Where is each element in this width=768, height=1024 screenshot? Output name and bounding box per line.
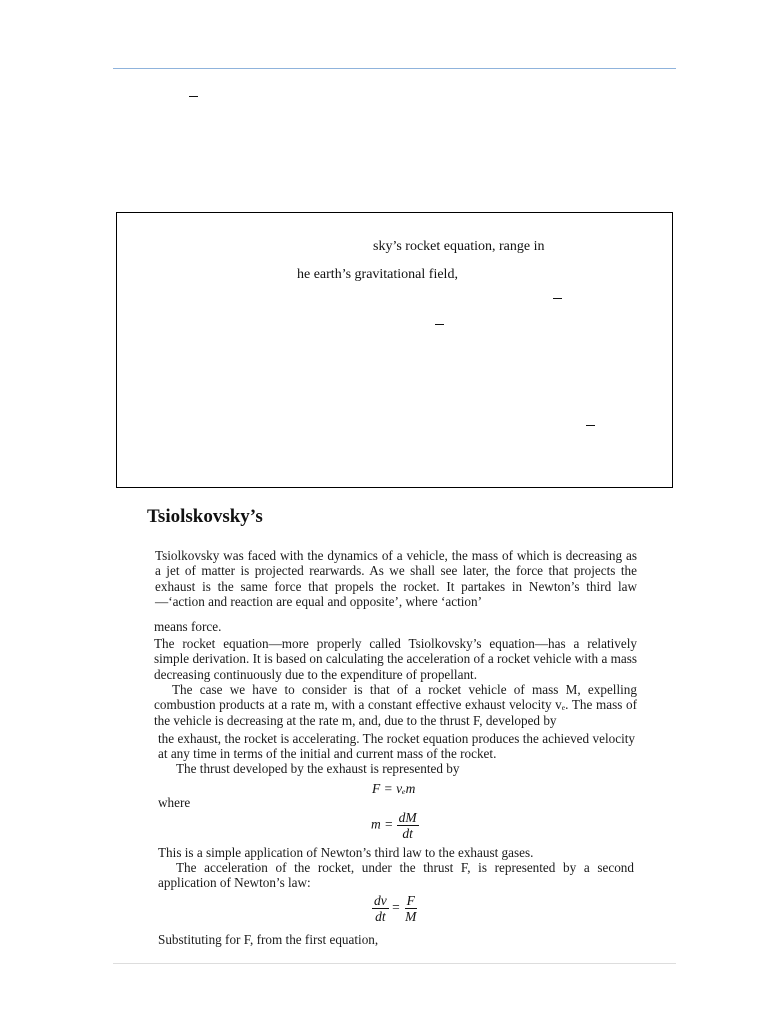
fraction-F-M [403, 893, 418, 924]
paragraph-thrust-intro: The thrust developed by the exhaust is represented by [176, 761, 460, 776]
fraction-numerator: F [406, 893, 415, 908]
header-rule [113, 68, 676, 69]
fraction-numerator: dv [374, 893, 387, 908]
callout-line-2: he earth’s gravitational field, [297, 267, 458, 282]
stray-dash-mark [189, 96, 198, 97]
paragraph-intro-end: means force. [154, 619, 222, 634]
fraction-denominator: dt [402, 826, 413, 841]
paragraph-newton-exhaust: This is a simple application of Newton’s third law to the exhaust gases. [158, 845, 534, 860]
fraction-denominator: dt [375, 909, 386, 924]
equation-acceleration [372, 893, 418, 924]
paragraph-substituting: Substituting for F, from the first equation, [158, 932, 379, 947]
callout-dash-mark [553, 298, 562, 299]
callout-dash-mark [435, 324, 444, 325]
equation-mass-rate-lhs: m = [371, 816, 394, 832]
paragraph-case: The case we have to consider is that of a rocket vehicle of mass M, expelling combustion products at a rate m, with a constant effective exhaust velocity vₑ. The mass of the vehicle is decreasing at the rate m, and, due to the thrust F, developed by [154, 682, 637, 728]
section-heading: Tsiolskovsky’s [147, 506, 263, 527]
equals-sign: = [392, 899, 400, 915]
fraction-dv-dt [372, 893, 389, 924]
callout-line-1: sky’s rocket equation, range in [373, 239, 545, 254]
label-where: where [158, 795, 191, 810]
callout-dash-mark [586, 425, 595, 426]
equation-thrust: F = vₑm [372, 781, 416, 796]
fraction-dM-dt [397, 810, 419, 841]
callout-box [116, 212, 673, 488]
paragraph-acceleration: The acceleration of the rocket, under the thrust F, is represented by a second application of Newton’s law: [158, 860, 634, 891]
paragraph-intro: Tsiolkovsky was faced with the dynamics of a vehicle, the mass of which is decreasing as a jet of matter is projected rearwards. As we shall see later, the force that projects the exhaust is the same force that propels the rocket. It partakes in Newton’s third law—‘action and reaction are equal and opposite’, where ‘action’ [155, 548, 637, 610]
equation-mass-rate [371, 810, 419, 841]
footer-rule [113, 963, 676, 964]
paragraph-rocket-equation: The rocket equation—more properly called Tsiolkovsky’s equation—has a relatively simple derivation. It is based on calculating the acceleration of a rocket vehicle with a mass decreasing continuously due to the expenditure of propellant. [154, 636, 637, 682]
fraction-numerator: dM [398, 810, 417, 825]
fraction-denominator: M [405, 909, 417, 924]
paragraph-accelerating: the exhaust, the rocket is accelerating. The rocket equation produces the achieved velocity at any time in terms of the initial and current mass of the rocket. [158, 731, 635, 762]
